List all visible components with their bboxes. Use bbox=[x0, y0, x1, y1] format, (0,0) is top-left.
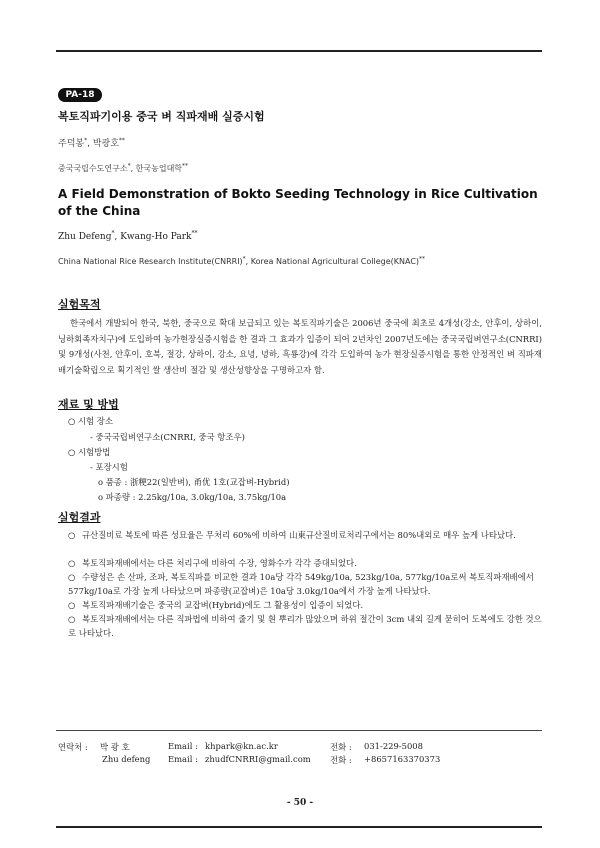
footer-rule bbox=[56, 730, 542, 731]
result-item: ○ 복토직파재배에서는 다른 직파법에 비하여 줄기 및 흰 뿌리가 많았으며 하위 절간이 3cm 내외 길게 묻히어 도복에도 강한 것으로 나타났다. bbox=[68, 614, 542, 638]
methods-heading: 재료 및 방법 bbox=[58, 398, 119, 411]
bullet-icon: ○ bbox=[68, 600, 76, 610]
email-label: Email : bbox=[168, 754, 198, 764]
page-number: - 50 - bbox=[286, 798, 314, 808]
top-rule bbox=[56, 50, 542, 52]
phone-number: +8657163370373 bbox=[364, 754, 441, 764]
result-item: ○ 복토직파재배에서는 다른 처리구에 비하여 수장, 영화수가 각각 증대되었다. bbox=[68, 558, 357, 568]
english-affiliations: China National Rice Research Institute(CNRRI)*, Korea National Agricultural College(KNAC)** bbox=[58, 255, 426, 266]
purpose-paragraph: 한국에서 개발되어 한국, 북한, 중국으로 확대 보급되고 있는 복토직파기술은 2006년 중국에 최초로 4개성(강소, 안후이, 상하이, 닝하회족자치구)에 도입하여 농가현장실증시험을 한 결과 그 효과가 입증이 되어 2년차인 2007년도에는 중국국립벼연구소(CNRRI) 및 9개성(사천, 안후이, 호북, 절강, 상하이, 강소, 요녕, 녕하, 흑룡강)에 각각 도입하여 농가 현장실증시험을 통한 안정적인 벼 직파재배기술확립으로 획기적인 쌀 생산비 절감 및 생산성향상을 구명하고자 함. bbox=[58, 318, 542, 375]
bullet-icon: ○ bbox=[68, 558, 76, 568]
contact-label: 연락처 : bbox=[58, 742, 88, 752]
korean-affiliations: 중국국립수도연구소*, 한국농업대학** bbox=[58, 162, 189, 173]
method-procedure-label: ○ 시험방법 bbox=[68, 447, 111, 457]
contact-name-kr: 박 광 호 bbox=[100, 742, 130, 752]
english-authors: Zhu Defeng*, Kwang-Ho Park** bbox=[58, 230, 198, 242]
email-address[interactable]: khpark@kn.ac.kr bbox=[205, 741, 278, 751]
method-seeding-rate: o 파종량 : 2.25kg/10a, 3.0kg/10a, 3.75kg/10a bbox=[98, 492, 287, 502]
results-heading: 실험결과 bbox=[58, 511, 101, 524]
bullet-icon: ○ bbox=[68, 572, 76, 582]
method-field-test: - 포장시험 bbox=[90, 462, 128, 472]
result-item: ○ 복토직파재배기술은 중국의 교잡벼(Hybrid)에도 그 활용성이 입증이 되었다. bbox=[68, 600, 364, 610]
result-item: ○ 수량성은 손 산파, 조파, 복토직파를 비교한 결과 10a당 각각 549kg/10a, 523kg/10a, 577kg/10a로써 복토직파재배에서 577kg/10a로 가장 높게 나타났으며 파종량(교잡벼)은 10a당 3.0kg/10a에서 가장 높게 나타났다. bbox=[68, 572, 534, 596]
method-variety: o 품종 : 浙粳22(일반벼), 甬优 1호(교잡벼-Hybrid) bbox=[98, 477, 290, 487]
result-item: ○ 규산질비료 복토에 따른 성묘율은 무처리 60%에 비하여 山東규산질비료처리구에서는 80%내외로 매우 높게 나타났다. bbox=[68, 530, 516, 540]
contact-name-en: Zhu defeng bbox=[102, 754, 151, 764]
korean-authors: 주덕봉*, 박광호** bbox=[58, 137, 125, 149]
phone-label: 전화 : bbox=[330, 755, 352, 765]
email-label: Email : bbox=[168, 741, 198, 751]
paper-id-badge: PA-18 bbox=[58, 88, 102, 102]
bullet-icon: ○ bbox=[68, 614, 76, 624]
phone-number: 031-229-5008 bbox=[364, 741, 423, 751]
bullet-icon: ○ bbox=[68, 530, 76, 540]
korean-title: 복토직파기이용 중국 벼 직파재배 실증시험 bbox=[58, 110, 265, 123]
english-title: A Field Demonstration of Bokto Seeding Technology in Rice Cultivation of the China bbox=[58, 187, 538, 218]
email-address[interactable]: zhudfCNRRI@gmail.com bbox=[205, 754, 311, 764]
method-site-value: - 중국국립벼연구소(CNRRI, 중국 항조우) bbox=[90, 432, 245, 442]
bottom-rule bbox=[56, 826, 542, 828]
method-site-label: ○ 시험 장소 bbox=[68, 416, 113, 426]
phone-label: 전화 : bbox=[330, 742, 352, 752]
purpose-heading: 실험목적 bbox=[58, 298, 101, 311]
